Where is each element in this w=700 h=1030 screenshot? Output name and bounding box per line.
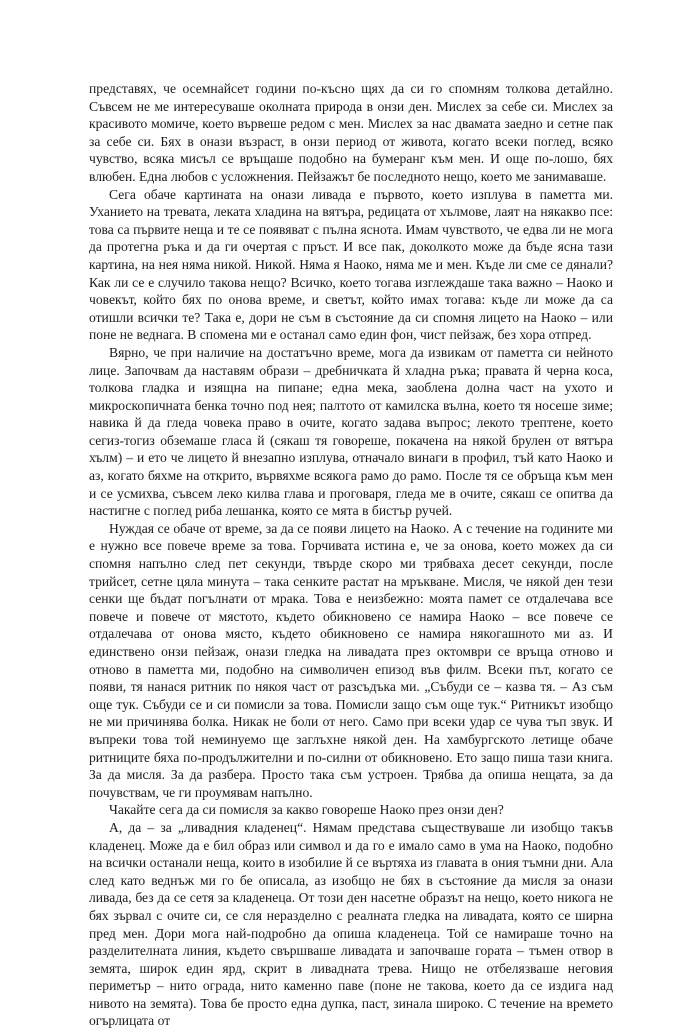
book-page: [89, 80, 613, 1030]
paragraph: Вярно, че при наличие на достатъчно време, мога да извикам от паметта си нейното лице. Започвам да наставям образи – дребничката й хладна ръка; правата й черна коса, толкова гладка и изящна на пипане; една мека, заоблена долна част на ухото и микроскопичната бенка точно под нея; палтото от камилска вълна, което тя носеше зиме; навика й да гледа човека право в очите, когато задава въпрос; лекото трептене, което сегиз-тогиз обземаше гласа й (сякаш тя говореше, покачена на някой брулен от вятъра хълм) – и ето че лицето й внезапно изплува, отначало винаги в профил, тъй като Наоко и аз, когато бяхме на открито, вървяхме всякога рамо до рамо. После тя се обръща към мен и се усмихва, съвсем леко килва глава и проговаря, гледа ме в очите, сякаш се опитва да настигне с поглед риба лешанка, която се мята в бистър ручей.: [89, 344, 613, 519]
paragraph: Нуждая се обаче от време, за да се появи лицето на Наоко. А с течение на годините ми е нужно все повече време за това. Горчивата истина е, че за онова, което можех да си спомня напълно след пет секунди, твърде скоро ми трябваха десет секунди, после трийсет, сетне цяла минута – така сенките растат на мръкване. Мисля, че някой ден тези сенки ще бъдат погълнати от мрака. Това е неизбежно: моята памет се отдалечава все повече и повече от мястото, където обикновено се намира Наоко – все повече се отдалечава от онова място, където обикновено се намира някогашното ми аз. И единствено онзи пейзаж, онази гледка на ливадата през октомври се връща отново и отново в паметта ми, подобно на символичен епизод във филм. Всеки път, когато се появи, тя нанася ритник по някоя част от разсъдъка ми. „Събуди се – казва тя. – Аз съм още тук. Събуди се и си помисли за това. Помисли защо съм още тук.“ Ритникът изобщо не ми причинява болка. Никак не боли от него. Само при всеки удар се чува тъп звук. И въпреки това той неминуемо ще заглъхне някой ден. На хамбургското летище обаче ритниците бяха по-продължителни и по-силни от обикновено. Ето защо пиша тази книга. За да мисля. За да разбера. Просто така съм устроен. Трябва да опиша нещата, за да почувствам, че ги проумявам напълно.: [89, 520, 613, 800]
paragraph: Чакайте сега да си помисля за какво говореше Наоко през онзи ден?: [109, 802, 504, 818]
paragraph: А, да – за „ливадния кладенец“. Нямам представа съществуваше ли изобщо такъв кладенец. Може да е бил образ или символ и да го е имало само в ума на Наоко, подобно на всички останали неща, които в изобилие й се въртяха из главата в ония тъмни дни. Ала след като веднъж ми го бе описала, аз изобщо не бях в състояние да мисля за онази ливада, без да се сетя за кладенеца. От този ден насетне образът на нещо, което никога не бях зървал с очите си, се сля неразделно с реалната гледка на ливадата, която се ширна пред мен. Дори мога най-подробно да опиша кладенеца. Той се намираше точно на разделителната линия, където свършваше ливадата и започваше гората – тъмен отвор в земята, широк един ярд, скрит в ливадната трева. Нищо не отбелязваше неговия периметър – нито ограда, нито каменно паве (поне не такова, което да се издига над нивото на земята). Това бе просто една дупка, паст, зинала широко. С течение на времето огърлицата от: [89, 819, 613, 1029]
paragraph: представях, че осемнайсет години по-късно щях да си го спомням толкова детайлно. Съвсем не ме интересуваше околната природа в онзи ден. Мислех за себе си. Мислех за красивото момиче, което вървеше редом с мен. Мислех за нас двамата заедно и сетне пак за себе си. Бях в онази възраст, в онзи период от живота, когато всеки поглед, всяко чувство, всяка мисъл се връщаше подобно на бумеранг към мен. И още по-лошо, бях влюбен. Една любов с усложнения. Пейзажът бе последното нещо, което ме занимаваше.: [89, 81, 613, 184]
paragraph: Сега обаче картината на онази ливада е първото, което изплува в паметта ми. Уханието на тревата, леката хладина на вятъра, редицата от хълмове, лаят на някакво псе: това са първите неща и те се появяват с пълна яснота. Имам чувството, че едва ли не мога да протегна ръка и да ги очертая с пръст. И все пак, доколкото може да бъде ясна тази картина, на нея няма никой. Никой. Няма я Наоко, няма ме и мен. Къде ли сме се дянали? Как ли се е случило такова нещо? Всичко, което тогава изглеждаше така важно – Наоко и човекът, който бях по онова време, и светът, който имах тогава: къде ли може да са отишли всички те? Така е, дори не съм в състояние да си спомня лицето на Наоко – или поне не веднага. В спомена ми е останал само един фон, чист пейзаж, без хора отпред.: [89, 186, 613, 343]
